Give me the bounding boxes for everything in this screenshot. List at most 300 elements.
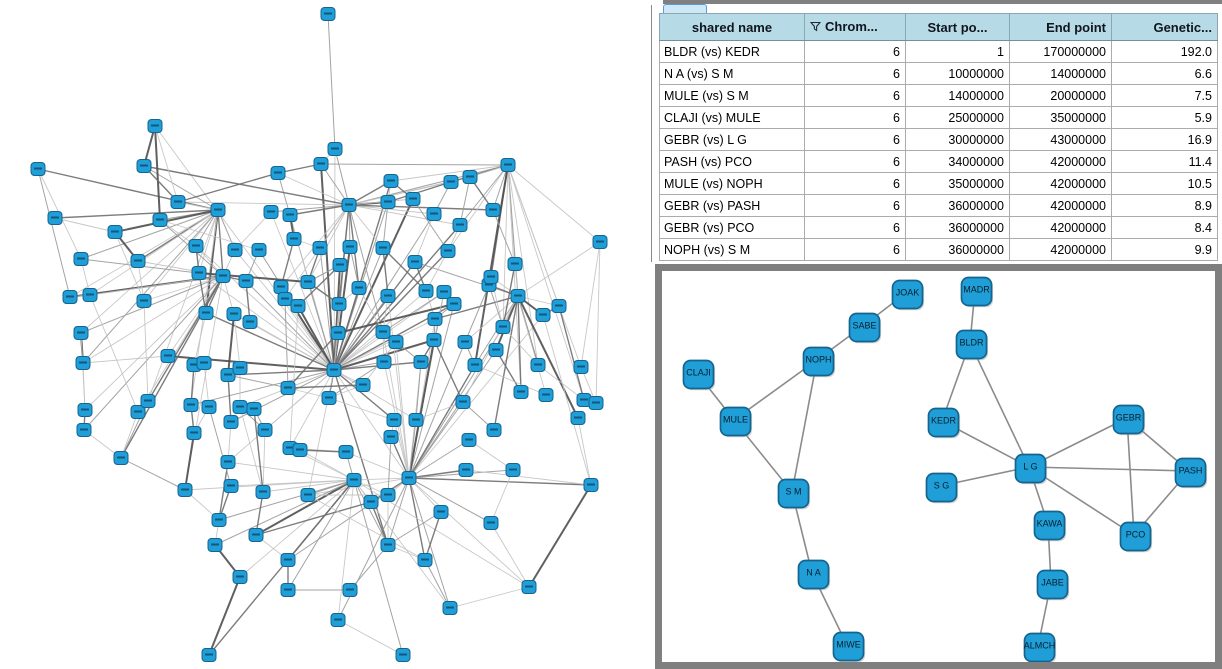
node-label-smudge	[111, 231, 119, 233]
network-node[interactable]	[381, 489, 395, 502]
node-label-smudge	[387, 180, 395, 182]
network-node[interactable]	[381, 196, 395, 209]
cell-shared-name[interactable]: GEBR (vs) PCO	[660, 217, 805, 239]
network-node[interactable]	[331, 327, 345, 340]
table-row[interactable]	[660, 151, 1218, 173]
table-row[interactable]	[660, 85, 1218, 107]
network-edge	[70, 210, 218, 297]
network-node[interactable]	[414, 356, 428, 369]
network-node[interactable]	[484, 517, 498, 530]
node-n-a[interactable]	[799, 561, 831, 591]
table-row[interactable]	[660, 195, 1218, 217]
network-node[interactable]	[489, 344, 503, 357]
node-kedr[interactable]	[929, 409, 961, 439]
network-node[interactable]	[328, 143, 342, 156]
node-label-smudge	[555, 305, 563, 307]
network-node[interactable]	[427, 334, 441, 347]
network-node[interactable]	[256, 486, 270, 499]
cell-shared-name[interactable]: PASH (vs) PCO	[660, 151, 805, 173]
node-label-smudge	[359, 384, 367, 386]
network-node[interactable]	[453, 219, 467, 232]
network-node[interactable]	[347, 474, 361, 487]
network-node[interactable]	[463, 171, 477, 184]
network-node[interactable]	[74, 327, 88, 340]
network-node[interactable]	[274, 281, 288, 294]
network-edge	[263, 430, 265, 492]
network-node[interactable]	[192, 267, 206, 280]
cell-value[interactable]: 36000000	[906, 217, 1010, 239]
node-bldr[interactable]	[957, 331, 989, 361]
cell-value[interactable]: 8.9	[1112, 195, 1218, 217]
node-label-smudge	[174, 201, 182, 203]
node-pash[interactable]	[1176, 459, 1208, 489]
node-label-smudge	[224, 461, 232, 463]
cell-value[interactable]: 36000000	[906, 239, 1010, 261]
cell-value[interactable]: 6.6	[1112, 63, 1218, 85]
network-node[interactable]	[189, 240, 203, 253]
node-label-smudge	[387, 436, 395, 438]
network-node[interactable]	[381, 539, 395, 552]
network-edge	[335, 149, 349, 205]
network-node[interactable]	[212, 514, 226, 527]
column-header-label: Chrom...	[825, 19, 878, 34]
cell-value[interactable]: 6	[805, 107, 906, 129]
network-node[interactable]	[78, 404, 92, 417]
cell-shared-name[interactable]: CLAJI (vs) MULE	[660, 107, 805, 129]
network-node[interactable]	[333, 259, 347, 272]
cell-value[interactable]: 6	[805, 217, 906, 239]
edge-BLDR-LG[interactable]	[970, 343, 1029, 467]
network-node[interactable]	[77, 424, 91, 437]
cell-shared-name[interactable]: N A (vs) S M	[660, 63, 805, 85]
network-node[interactable]	[264, 206, 278, 219]
node-madr[interactable]	[962, 278, 994, 308]
network-node[interactable]	[287, 233, 301, 246]
node-label-smudge	[421, 559, 429, 561]
network-node[interactable]	[434, 506, 448, 519]
network-node[interactable]	[387, 414, 401, 427]
network-node[interactable]	[211, 204, 225, 217]
network-node[interactable]	[239, 275, 253, 288]
network-node[interactable]	[343, 584, 357, 597]
column-header-label: Genetic...	[1153, 19, 1212, 35]
cell-value[interactable]: 10000000	[906, 63, 1010, 85]
network-node[interactable]	[153, 214, 167, 227]
node-label: JABE	[1041, 577, 1064, 588]
network-node[interactable]	[171, 196, 185, 209]
cell-value[interactable]: 6	[805, 85, 906, 107]
edge-table-panel	[650, 0, 1222, 264]
network-node[interactable]	[396, 649, 410, 662]
node-label-smudge	[211, 544, 219, 546]
cell-value[interactable]: 20000000	[1010, 85, 1112, 107]
node-label-smudge	[350, 479, 358, 481]
network-node[interactable]	[197, 357, 211, 370]
network-node[interactable]	[301, 276, 315, 289]
network-node[interactable]	[339, 446, 353, 459]
network-node[interactable]	[589, 397, 603, 410]
network-node[interactable]	[552, 300, 566, 313]
cell-value[interactable]: 25000000	[906, 107, 1010, 129]
network-node[interactable]	[486, 204, 500, 217]
node-label-smudge	[284, 387, 292, 389]
network-node[interactable]	[384, 431, 398, 444]
node-label: GEBR	[1115, 412, 1142, 423]
network-node[interactable]	[233, 571, 247, 584]
node-label-smudge	[492, 349, 500, 351]
node-label-smudge	[384, 201, 392, 203]
network-node[interactable]	[131, 255, 145, 268]
node-label-smudge	[409, 198, 417, 200]
node-label-smudge	[151, 125, 159, 127]
network-node[interactable]	[506, 464, 520, 477]
cell-value[interactable]: 6	[805, 195, 906, 217]
column-header-label: Start po...	[927, 19, 988, 35]
network-node[interactable]	[514, 386, 528, 399]
network-node[interactable]	[322, 392, 336, 405]
table-row[interactable]	[660, 107, 1218, 129]
column-header-start-point[interactable]	[906, 14, 1010, 41]
network-edge	[55, 218, 115, 232]
network-node[interactable]	[428, 313, 442, 326]
network-edge	[290, 370, 334, 448]
network-node[interactable]	[458, 336, 472, 349]
network-node[interactable]	[202, 649, 216, 662]
table-head	[660, 14, 1218, 41]
cell-value[interactable]: 7.5	[1112, 85, 1218, 107]
network-node[interactable]	[313, 242, 327, 255]
node-label-smudge	[525, 586, 533, 588]
cell-value[interactable]: 10.5	[1112, 173, 1218, 195]
network-node[interactable]	[63, 291, 77, 304]
node-label-smudge	[390, 419, 398, 421]
network-node[interactable]	[389, 336, 403, 349]
cell-value[interactable]: 42000000	[1010, 173, 1112, 195]
cell-value[interactable]: 11.4	[1112, 151, 1218, 173]
network-edge	[83, 363, 85, 410]
cell-value[interactable]: 42000000	[1010, 151, 1112, 173]
network-edge	[234, 314, 240, 368]
node-label-smudge	[140, 300, 148, 302]
node-label-smudge	[81, 409, 89, 411]
cell-value[interactable]: 14000000	[1010, 63, 1112, 85]
network-node[interactable]	[293, 444, 307, 457]
network-node[interactable]	[441, 245, 455, 258]
node-label: S M	[785, 486, 802, 497]
network-edge	[354, 480, 403, 655]
cell-shared-name[interactable]: NOPH (vs) S M	[660, 239, 805, 261]
node-joak[interactable]	[893, 281, 925, 311]
network-edge	[578, 418, 591, 485]
node-label-smudge	[80, 429, 88, 431]
network-node[interactable]	[249, 529, 263, 542]
cell-shared-name[interactable]: GEBR (vs) PASH	[660, 195, 805, 217]
node-label: NOPH	[805, 354, 832, 365]
network-node[interactable]	[281, 554, 295, 567]
edge-LG-PASH[interactable]	[1029, 467, 1189, 471]
node-label-smudge	[236, 367, 244, 369]
cell-value[interactable]: 36000000	[906, 195, 1010, 217]
network-node[interactable]	[536, 309, 550, 322]
network-node[interactable]	[584, 479, 598, 492]
node-label-smudge	[335, 303, 343, 305]
network-node[interactable]	[233, 401, 247, 414]
cell-value[interactable]: 30000000	[906, 129, 1010, 151]
network-node[interactable]	[243, 316, 257, 329]
network-node[interactable]	[271, 167, 285, 180]
cell-value[interactable]: 6	[805, 129, 906, 151]
cell-value[interactable]: 192.0	[1112, 41, 1218, 63]
node-label-smudge	[214, 209, 222, 211]
cell-shared-name[interactable]: MULE (vs) NOPH	[660, 173, 805, 195]
cell-shared-name[interactable]: MULE (vs) S M	[660, 85, 805, 107]
network-node[interactable]	[539, 389, 553, 402]
network-edge	[83, 356, 168, 363]
network-node[interactable]	[522, 581, 536, 594]
network-node[interactable]	[48, 212, 62, 225]
cell-value[interactable]: 42000000	[1010, 195, 1112, 217]
network-edge	[388, 437, 391, 495]
network-node[interactable]	[216, 270, 230, 283]
cell-value[interactable]: 170000000	[1010, 41, 1112, 63]
edge-GEBR-PCO[interactable]	[1127, 418, 1134, 535]
cell-value[interactable]: 6	[805, 41, 906, 63]
node-label-smudge	[422, 290, 430, 292]
network-edge	[328, 14, 335, 149]
network-node[interactable]	[437, 286, 451, 299]
network-node[interactable]	[571, 412, 585, 425]
node-label-smudge	[542, 394, 550, 396]
network-node[interactable]	[281, 382, 295, 395]
cell-value[interactable]: 35000000	[906, 173, 1010, 195]
network-node[interactable]	[427, 208, 441, 221]
network-node[interactable]	[283, 209, 297, 222]
edge-NOPH-SM[interactable]	[792, 360, 817, 492]
network-node[interactable]	[187, 427, 201, 440]
table-row[interactable]	[660, 129, 1218, 151]
node-label-smudge	[514, 295, 522, 297]
node-label: MIWE	[836, 639, 861, 650]
cell-value[interactable]: 42000000	[1010, 239, 1112, 261]
node-kawa[interactable]	[1035, 512, 1067, 542]
cell-value[interactable]: 9.9	[1112, 239, 1218, 261]
network-node[interactable]	[114, 452, 128, 465]
node-label-smudge	[437, 511, 445, 513]
network-node[interactable]	[76, 357, 90, 370]
column-header-end-point[interactable]	[1010, 14, 1112, 41]
network-node[interactable]	[384, 175, 398, 188]
network-node[interactable]	[376, 242, 390, 255]
node-noph[interactable]	[804, 348, 836, 378]
network-node[interactable]	[342, 199, 356, 212]
tab-fragment	[663, 4, 707, 13]
network-node[interactable]	[377, 356, 391, 369]
network-node[interactable]	[252, 244, 266, 257]
network-node[interactable]	[406, 193, 420, 206]
node-label-smudge	[224, 374, 232, 376]
node-mule[interactable]	[721, 408, 753, 438]
network-node[interactable]	[224, 480, 238, 493]
node-label-smudge	[355, 287, 363, 289]
network-node[interactable]	[381, 290, 395, 303]
cell-value[interactable]: 6	[805, 239, 906, 261]
network-node[interactable]	[331, 614, 345, 627]
network-node[interactable]	[364, 496, 378, 509]
cell-value[interactable]: 34000000	[906, 151, 1010, 173]
network-node[interactable]	[161, 350, 175, 363]
column-header-genetic[interactable]	[1112, 14, 1218, 41]
network-node[interactable]	[443, 602, 457, 615]
cell-shared-name[interactable]: BLDR (vs) KEDR	[660, 41, 805, 63]
header-row	[660, 14, 1218, 41]
network-edge	[413, 199, 448, 251]
network-node[interactable]	[224, 416, 238, 429]
filtered-network-panel	[655, 264, 1222, 669]
node-pco[interactable]	[1121, 523, 1153, 553]
network-node[interactable]	[281, 584, 295, 597]
table-row[interactable]	[660, 217, 1218, 239]
node-miwe[interactable]	[834, 633, 866, 663]
node-label-smudge	[379, 331, 387, 333]
network-node[interactable]	[402, 472, 416, 485]
node-sabe[interactable]	[850, 314, 882, 344]
network-node[interactable]	[409, 414, 423, 427]
network-node[interactable]	[468, 359, 482, 372]
network-node[interactable]	[511, 290, 525, 303]
cell-value[interactable]: 6	[805, 63, 906, 85]
node-label-smudge	[384, 494, 392, 496]
node-l-g[interactable]	[1016, 455, 1048, 485]
cell-value[interactable]: 35000000	[1010, 107, 1112, 129]
network-node[interactable]	[178, 484, 192, 497]
network-node[interactable]	[184, 399, 198, 412]
network-node[interactable]	[408, 256, 422, 269]
network-node[interactable]	[227, 308, 241, 321]
node-label-smudge	[461, 341, 469, 343]
node-almch[interactable]	[1024, 634, 1056, 663]
network-node[interactable]	[141, 395, 155, 408]
network-node[interactable]	[233, 362, 247, 375]
node-label-smudge	[242, 280, 250, 282]
cell-value[interactable]: 14000000	[906, 85, 1010, 107]
node-label-smudge	[431, 318, 439, 320]
network-node[interactable]	[31, 163, 45, 176]
network-node[interactable]	[508, 258, 522, 271]
node-claji[interactable]	[684, 361, 716, 391]
network-node[interactable]	[496, 321, 510, 334]
cell-value[interactable]: 5.9	[1112, 107, 1218, 129]
node-label-smudge	[255, 249, 263, 251]
column-header-chromosome[interactable]	[805, 14, 906, 41]
node-label-smudge	[392, 341, 400, 343]
node-label-smudge	[317, 163, 325, 165]
network-node[interactable]	[202, 401, 216, 414]
node-label-smudge	[334, 619, 342, 621]
network-node[interactable]	[419, 285, 433, 298]
cell-value[interactable]: 6	[805, 151, 906, 173]
filter-funnel-icon[interactable]	[810, 20, 821, 35]
network-node[interactable]	[332, 298, 346, 311]
network-node[interactable]	[327, 364, 341, 377]
network-node[interactable]	[447, 298, 461, 311]
network-node[interactable]	[137, 295, 151, 308]
network-node[interactable]	[574, 361, 588, 374]
network-node[interactable]	[376, 326, 390, 339]
network-edge	[228, 375, 288, 388]
cell-value[interactable]: 1	[906, 41, 1010, 63]
network-node[interactable]	[137, 160, 151, 173]
network-edge	[321, 164, 508, 165]
network-node[interactable]	[501, 159, 515, 172]
node-s-m[interactable]	[779, 480, 811, 510]
network-node[interactable]	[74, 253, 88, 266]
network-node[interactable]	[593, 236, 607, 249]
node-gebr[interactable]	[1114, 406, 1146, 436]
network-edge	[434, 340, 463, 402]
cell-value[interactable]: 43000000	[1010, 129, 1112, 151]
network-edge	[38, 169, 70, 297]
cell-value[interactable]: 42000000	[1010, 217, 1112, 239]
node-label-smudge	[592, 402, 600, 404]
network-node[interactable]	[484, 271, 498, 284]
network-node[interactable]	[418, 554, 432, 567]
network-node[interactable]	[356, 379, 370, 392]
cell-shared-name[interactable]: GEBR (vs) L G	[660, 129, 805, 151]
network-node[interactable]	[199, 307, 213, 320]
network-node[interactable]	[258, 424, 272, 437]
table-row[interactable]	[660, 173, 1218, 195]
table-row[interactable]	[660, 63, 1218, 85]
network-node[interactable]	[108, 226, 122, 239]
network-node[interactable]	[352, 282, 366, 295]
network-node[interactable]	[456, 396, 470, 409]
node-label-smudge	[384, 295, 392, 297]
network-node[interactable]	[531, 359, 545, 372]
network-node[interactable]	[291, 300, 305, 313]
table-row[interactable]	[660, 41, 1218, 63]
network-node[interactable]	[459, 464, 473, 477]
network-node[interactable]	[462, 434, 476, 447]
node-s-g[interactable]	[927, 474, 959, 504]
network-edge	[254, 409, 263, 492]
network-edge	[155, 126, 334, 370]
node-label-smudge	[205, 406, 213, 408]
network-node[interactable]	[148, 120, 162, 133]
table-row[interactable]	[660, 239, 1218, 261]
node-label-smudge	[267, 211, 275, 213]
cell-value[interactable]: 8.4	[1112, 217, 1218, 239]
cell-value[interactable]: 16.9	[1112, 129, 1218, 151]
network-node[interactable]	[321, 8, 335, 21]
network-node[interactable]	[208, 539, 222, 552]
network-node[interactable]	[487, 424, 501, 437]
node-jabe[interactable]	[1038, 571, 1070, 601]
node-label-smudge	[462, 469, 470, 471]
network-node[interactable]	[301, 489, 315, 502]
window-top-strip	[663, 0, 1222, 4]
network-node[interactable]	[83, 289, 97, 302]
network-node[interactable]	[228, 244, 242, 257]
cell-value[interactable]: 6	[805, 173, 906, 195]
network-node[interactable]	[343, 241, 357, 254]
network-node[interactable]	[444, 176, 458, 189]
network-node[interactable]	[221, 456, 235, 469]
node-label-smudge	[456, 224, 464, 226]
network-node[interactable]	[314, 158, 328, 171]
column-header-shared-name[interactable]	[660, 14, 805, 41]
network-node[interactable]	[247, 403, 261, 416]
network-node[interactable]	[278, 293, 292, 306]
